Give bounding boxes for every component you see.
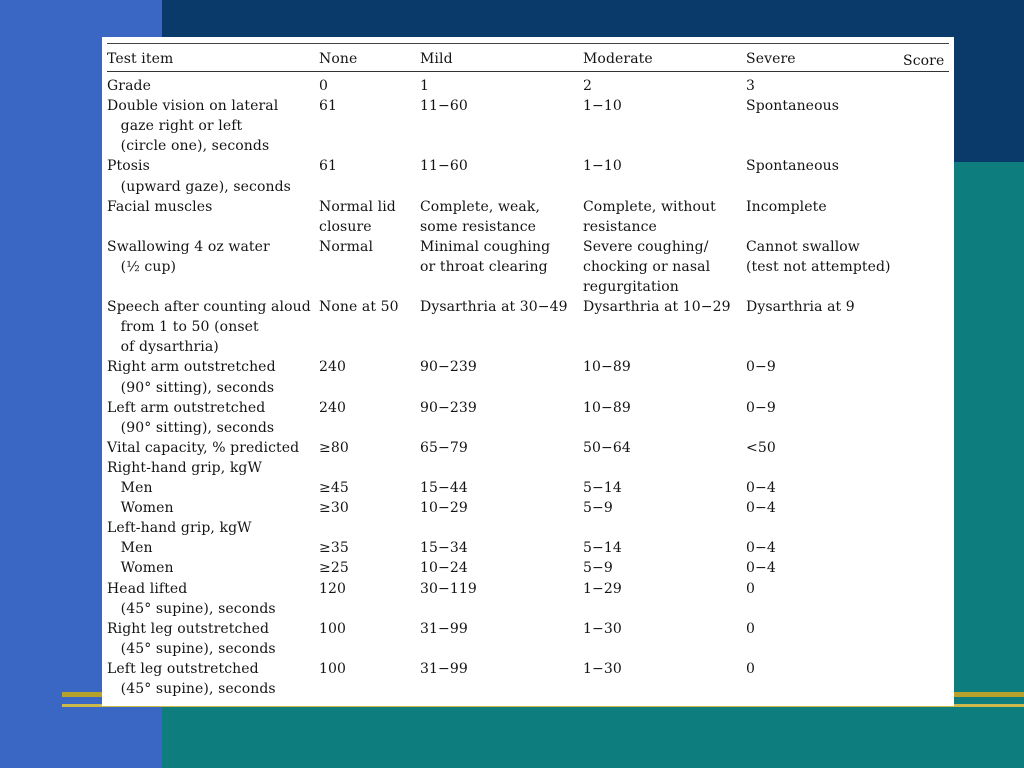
table-cell: 2 xyxy=(583,78,593,94)
table-row xyxy=(102,619,954,639)
table-cell: from 1 to 50 (onset xyxy=(107,319,259,336)
table-cell: Speech after counting aloud xyxy=(107,299,311,316)
table-cell: 10−24 xyxy=(420,560,468,577)
table-cell: 0 xyxy=(746,660,756,677)
table-cell: 0 xyxy=(746,620,756,637)
table-row xyxy=(102,96,954,116)
table-cell: 5−9 xyxy=(583,560,613,577)
header-moderate: Moderate xyxy=(583,51,653,67)
table-cell: Head lifted xyxy=(107,580,188,597)
table-cell: Men xyxy=(107,540,153,557)
table-cell: Right arm outstretched xyxy=(107,359,276,376)
table-cell: Women xyxy=(107,500,174,517)
table-cell: 0−4 xyxy=(746,480,776,496)
table-cell: Normal lid xyxy=(319,198,396,215)
table-row xyxy=(102,518,954,538)
table-cell: 3 xyxy=(746,78,756,94)
table-cell: 5−14 xyxy=(583,540,622,557)
table-cell: 1−30 xyxy=(583,620,622,637)
table-row xyxy=(102,357,954,377)
table-cell: Vital capacity, % predicted xyxy=(107,439,300,456)
table-cell: 90−239 xyxy=(420,399,477,416)
table-cell: 100 xyxy=(319,660,347,677)
table-cell: ≥25 xyxy=(319,560,349,577)
table-cell: 61 xyxy=(319,98,338,115)
table-cell: 0 xyxy=(319,78,329,94)
table-cell: regurgitation xyxy=(583,279,679,295)
table-cell: Double vision on lateral xyxy=(107,98,279,115)
table-row xyxy=(102,297,954,317)
table-cell: Right leg outstretched xyxy=(107,620,270,637)
table-cell: 31−99 xyxy=(420,660,468,677)
header-none: None xyxy=(319,51,358,67)
table-row xyxy=(102,317,954,337)
header-score: Score xyxy=(903,53,945,69)
table-cell: 5−14 xyxy=(583,480,622,496)
table-row xyxy=(102,217,954,237)
table-row xyxy=(102,378,954,398)
table-cell: Minimal coughing xyxy=(420,238,551,255)
table-cell: 1−30 xyxy=(583,660,622,677)
table-cell: (circle one), seconds xyxy=(107,138,270,155)
table-cell: 10−89 xyxy=(583,399,631,416)
table-cell: 1−10 xyxy=(583,158,622,175)
table-cell: 240 xyxy=(319,359,347,376)
header-severe: Severe xyxy=(746,51,796,67)
table-row xyxy=(102,116,954,136)
table-cell: Grade xyxy=(107,78,151,94)
table-header-row xyxy=(102,49,954,69)
table-cell: resistance xyxy=(583,218,657,235)
table-cell: (45° supine), seconds xyxy=(107,640,276,657)
table-header-rule xyxy=(107,71,949,72)
table-cell: some resistance xyxy=(420,218,537,235)
header-mild: Mild xyxy=(420,51,453,67)
table-cell: 0 xyxy=(746,580,756,597)
table-cell: ≥35 xyxy=(319,540,349,557)
table-cell: Incomplete xyxy=(746,198,827,215)
table-top-rule xyxy=(107,43,949,44)
table-row xyxy=(102,418,954,438)
table-cell: ≥30 xyxy=(319,500,349,517)
table-row xyxy=(102,679,954,699)
table-row xyxy=(102,458,954,478)
table-row xyxy=(102,257,954,277)
table-cell: Dysarthria at 30−49 xyxy=(420,299,568,316)
table-cell: chocking or nasal xyxy=(583,258,711,275)
table-cell: 1 xyxy=(420,78,430,94)
table-cell: Cannot swallow xyxy=(746,238,860,255)
table-row xyxy=(102,599,954,619)
table-cell: (upward gaze), seconds xyxy=(107,178,291,195)
table-row xyxy=(102,579,954,599)
table-cell: 0−4 xyxy=(746,560,776,577)
table-row xyxy=(102,156,954,176)
table-cell: 0−4 xyxy=(746,500,776,517)
table-cell: 0−9 xyxy=(746,359,776,376)
table-row xyxy=(102,478,954,498)
table-row xyxy=(102,659,954,679)
table-row xyxy=(102,558,954,578)
table-cell: 90−239 xyxy=(420,359,477,376)
table-row xyxy=(102,398,954,418)
table-row xyxy=(102,136,954,156)
table-cell: 10−89 xyxy=(583,359,631,376)
table-cell: Severe coughing/ xyxy=(583,238,709,255)
table-cell: Left-hand grip, kgW xyxy=(107,520,252,537)
table-cell: (½ cup) xyxy=(107,258,177,275)
table-cell: (test not attempted) xyxy=(746,258,891,275)
table-row xyxy=(102,76,954,96)
table-cell: Left leg outstretched xyxy=(107,660,259,677)
table-cell: 15−44 xyxy=(420,480,468,496)
table-row xyxy=(102,498,954,518)
background-right-band xyxy=(954,162,1024,232)
table-cell: (90° sitting), seconds xyxy=(107,379,275,396)
table-cell: of dysarthria) xyxy=(107,339,219,356)
table-cell: 0−4 xyxy=(746,540,776,557)
table-cell: 61 xyxy=(319,158,338,175)
table-cell: 65−79 xyxy=(420,439,468,456)
header-test-item: Test item xyxy=(107,51,174,67)
table-cell: Complete, weak, xyxy=(420,198,541,215)
table-cell: Dysarthria at 9 xyxy=(746,299,855,316)
table-cell: 11−60 xyxy=(420,158,468,175)
table-cell: ≥80 xyxy=(319,439,349,456)
table-cell: (45° supine), seconds xyxy=(107,600,276,617)
table-row xyxy=(102,538,954,558)
table-cell: Facial muscles xyxy=(107,198,213,215)
table-cell: Spontaneous xyxy=(746,98,840,115)
table-cell: 11−60 xyxy=(420,98,468,115)
table-cell: 15−34 xyxy=(420,540,468,557)
table-cell: 120 xyxy=(319,580,347,597)
table-cell: Right-hand grip, kgW xyxy=(107,459,262,476)
table-cell: Ptosis xyxy=(107,158,150,175)
table-cell: ≥45 xyxy=(319,480,349,496)
table-cell: 1−29 xyxy=(583,580,622,597)
table-cell: (90° sitting), seconds xyxy=(107,419,275,436)
table-cell: 31−99 xyxy=(420,620,468,637)
table-cell: closure xyxy=(319,218,372,235)
table-cell: <50 xyxy=(746,439,776,456)
table-cell: Women xyxy=(107,560,174,577)
table-cell: Swallowing 4 oz water xyxy=(107,238,270,255)
table-cell: 100 xyxy=(319,620,347,637)
scanned-table-image xyxy=(102,37,954,706)
table-cell: (45° supine), seconds xyxy=(107,681,276,697)
table-cell: 1−10 xyxy=(583,98,622,115)
table-cell: 0−9 xyxy=(746,399,776,416)
table-cell: 240 xyxy=(319,399,347,416)
table-row xyxy=(102,197,954,217)
table-cell: 10−29 xyxy=(420,500,468,517)
table-cell: Normal xyxy=(319,238,374,255)
table-row xyxy=(102,237,954,257)
table-cell: Spontaneous xyxy=(746,158,840,175)
table-cell: 30−119 xyxy=(420,580,477,597)
table-row xyxy=(102,337,954,357)
table-cell: Men xyxy=(107,480,153,496)
table-cell: Dysarthria at 10−29 xyxy=(583,299,731,316)
table-cell: Complete, without xyxy=(583,198,716,215)
table-cell: None at 50 xyxy=(319,299,399,316)
table-row xyxy=(102,277,954,297)
table-cell: gaze right or left xyxy=(107,118,243,135)
table-row xyxy=(102,639,954,659)
table-row xyxy=(102,177,954,197)
table-cell: 50−64 xyxy=(583,439,631,456)
table-cell: or throat clearing xyxy=(420,258,548,275)
table-cell: Left arm outstretched xyxy=(107,399,266,416)
table-cell: 5−9 xyxy=(583,500,613,517)
table-row xyxy=(102,438,954,458)
